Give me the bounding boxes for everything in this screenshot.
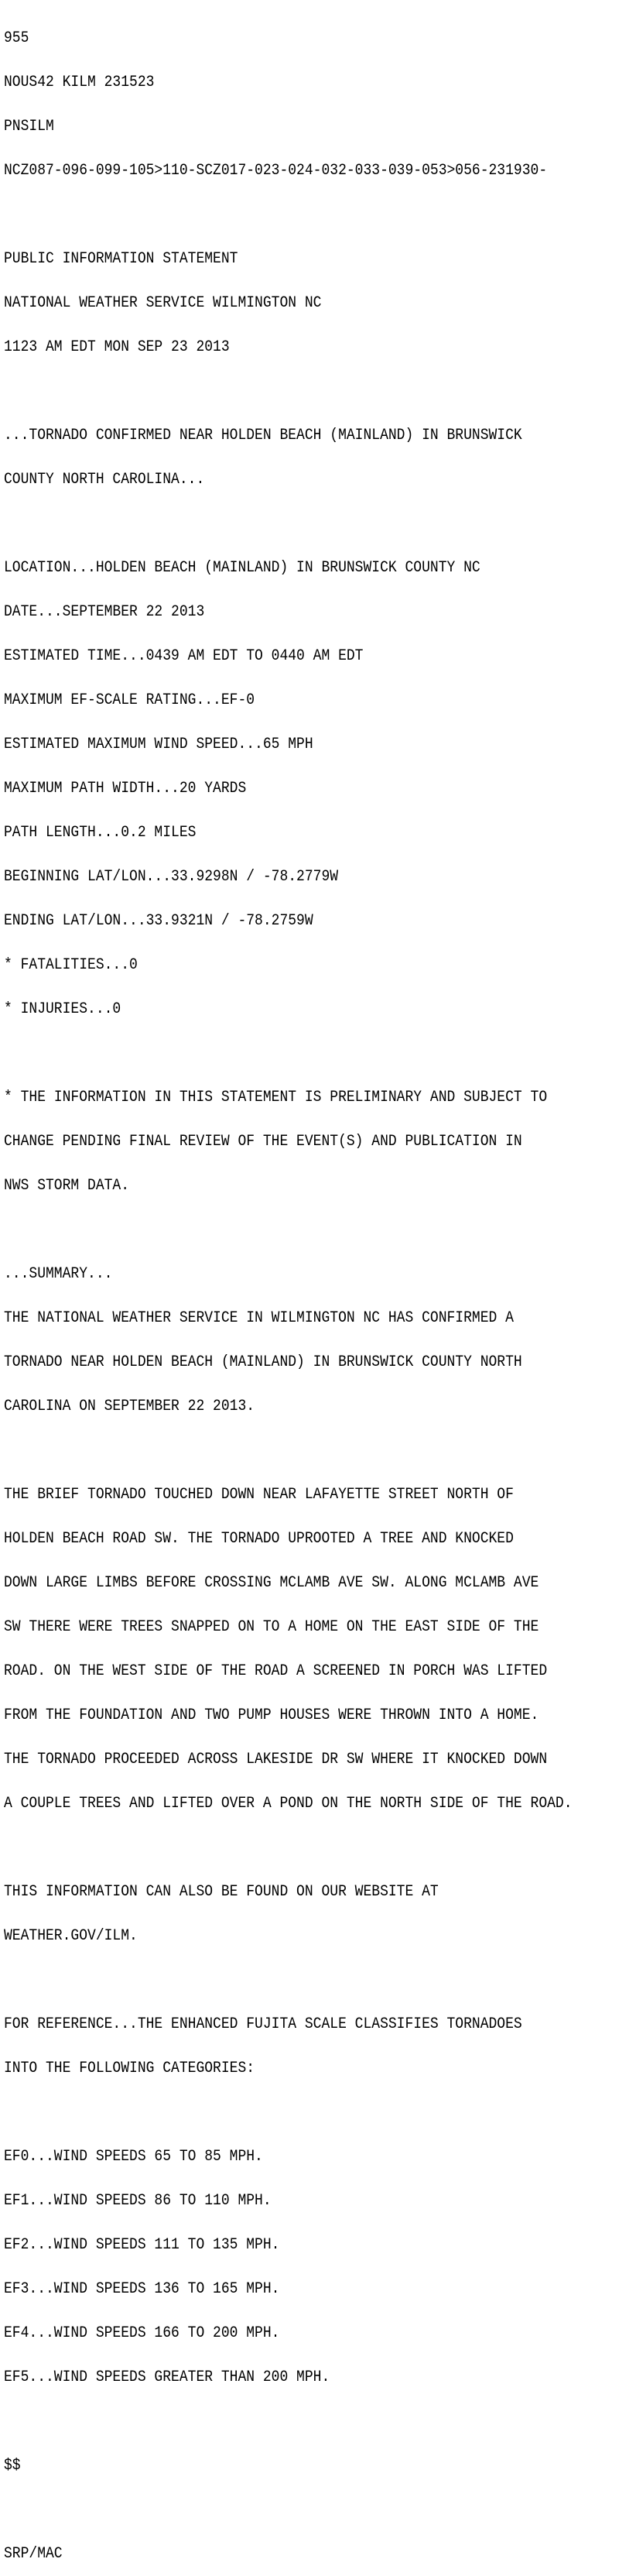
wmo-header: NOUS42 KILM 231523 bbox=[4, 74, 155, 91]
blank-line bbox=[4, 1443, 573, 1458]
ugc-line: NCZ087-096-099-105>110-SCZ017-023-024-032-033-039-053>056-231930- bbox=[4, 162, 548, 180]
product-terminator: $$ bbox=[4, 2457, 21, 2475]
blank-line bbox=[4, 1840, 573, 1855]
summary-heading: ...SUMMARY... bbox=[4, 1265, 113, 1283]
ef-category-ef0: EF0...WIND SPEEDS 65 TO 85 MPH. bbox=[4, 2148, 263, 2166]
max-path-width: MAXIMUM PATH WIDTH...20 YARDS bbox=[4, 780, 247, 797]
ending-latlon: ENDING LAT/LON...33.9321N / -78.2759W bbox=[4, 912, 313, 930]
disclaimer-line: NWS STORM DATA. bbox=[4, 1177, 130, 1195]
ef-category-ef5: EF5...WIND SPEEDS GREATER THAN 200 MPH. bbox=[4, 2368, 330, 2386]
blank-line bbox=[4, 1223, 573, 1237]
website-line: WEATHER.GOV/ILM. bbox=[4, 1927, 138, 1945]
blank-line bbox=[4, 1046, 573, 1061]
summary-intro-line: TORNADO NEAR HOLDEN BEACH (MAINLAND) IN BRUNSWICK COUNTY NORTH bbox=[4, 1353, 522, 1371]
awips-id: PNSILM bbox=[4, 118, 54, 135]
narrative-line: DOWN LARGE LIMBS BEFORE CROSSING MCLAMB AVE SW. ALONG MCLAMB AVE bbox=[4, 1574, 539, 1592]
event-location: LOCATION...HOLDEN BEACH (MAINLAND) IN BRUNSWICK COUNTY NC bbox=[4, 559, 480, 577]
ef-category-ef4: EF4...WIND SPEEDS 166 TO 200 MPH. bbox=[4, 2324, 280, 2342]
blank-line bbox=[4, 1973, 573, 1988]
sequence-number: 955 bbox=[4, 29, 29, 47]
blank-line bbox=[4, 384, 573, 399]
product-name: PUBLIC INFORMATION STATEMENT bbox=[4, 250, 238, 268]
headline-line: ...TORNADO CONFIRMED NEAR HOLDEN BEACH (MAINLAND) IN BRUNSWICK bbox=[4, 427, 522, 444]
beginning-latlon: BEGINNING LAT/LON...33.9298N / -78.2779W bbox=[4, 868, 339, 886]
ef-category-ef3: EF3...WIND SPEEDS 136 TO 165 MPH. bbox=[4, 2280, 280, 2298]
ef-category-ef2: EF2...WIND SPEEDS 111 TO 135 MPH. bbox=[4, 2236, 280, 2254]
max-wind-speed: ESTIMATED MAXIMUM WIND SPEED...65 MPH bbox=[4, 736, 313, 753]
bulletin-text bbox=[4, 2, 573, 2576]
disclaimer-line: * THE INFORMATION IN THIS STATEMENT IS PRELIMINARY AND SUBJECT TO bbox=[4, 1089, 548, 1106]
narrative-line: THE TORNADO PROCEEDED ACROSS LAKESIDE DR SW WHERE IT KNOCKED DOWN bbox=[4, 1751, 548, 1768]
event-time: ESTIMATED TIME...0439 AM EDT TO 0440 AM EDT bbox=[4, 647, 364, 665]
ef-rating: MAXIMUM EF-SCALE RATING...EF-0 bbox=[4, 691, 255, 709]
event-date: DATE...SEPTEMBER 22 2013 bbox=[4, 603, 205, 621]
summary-intro-line: THE NATIONAL WEATHER SERVICE IN WILMINGTON NC HAS CONFIRMED A bbox=[4, 1309, 514, 1327]
issuing-office: NATIONAL WEATHER SERVICE WILMINGTON NC bbox=[4, 294, 322, 312]
ef-scale-intro-line: INTO THE FOLLOWING CATEGORIES: bbox=[4, 2060, 255, 2077]
blank-line bbox=[4, 2105, 573, 2120]
narrative-line: HOLDEN BEACH ROAD SW. THE TORNADO UPROOTED A TREE AND KNOCKED bbox=[4, 1530, 514, 1548]
website-line: THIS INFORMATION CAN ALSO BE FOUND ON OUR WEBSITE AT bbox=[4, 1883, 439, 1901]
blank-line bbox=[4, 2502, 573, 2517]
disclaimer-line: CHANGE PENDING FINAL REVIEW OF THE EVENT(S) AND PUBLICATION IN bbox=[4, 1133, 522, 1151]
forecaster-signature: SRP/MAC bbox=[4, 2545, 63, 2563]
injuries: * INJURIES...0 bbox=[4, 1000, 121, 1018]
blank-line bbox=[4, 516, 573, 531]
narrative-line: FROM THE FOUNDATION AND TWO PUMP HOUSES WERE THROWN INTO A HOME. bbox=[4, 1706, 539, 1724]
issue-time: 1123 AM EDT MON SEP 23 2013 bbox=[4, 338, 230, 356]
narrative-line: A COUPLE TREES AND LIFTED OVER A POND ON THE NORTH SIDE OF THE ROAD. bbox=[4, 1795, 573, 1813]
headline-line: COUNTY NORTH CAROLINA... bbox=[4, 471, 205, 489]
narrative-line: ROAD. ON THE WEST SIDE OF THE ROAD A SCREENED IN PORCH WAS LIFTED bbox=[4, 1662, 548, 1680]
ef-scale-intro-line: FOR REFERENCE...THE ENHANCED FUJITA SCALE CLASSIFIES TORNADOES bbox=[4, 2015, 522, 2033]
summary-intro-line: CAROLINA ON SEPTEMBER 22 2013. bbox=[4, 1398, 255, 1415]
blank-line bbox=[4, 2414, 573, 2429]
fatalities: * FATALITIES...0 bbox=[4, 956, 138, 974]
ef-category-ef1: EF1...WIND SPEEDS 86 TO 110 MPH. bbox=[4, 2192, 272, 2210]
path-length: PATH LENGTH...0.2 MILES bbox=[4, 824, 197, 842]
narrative-line: THE BRIEF TORNADO TOUCHED DOWN NEAR LAFAYETTE STREET NORTH OF bbox=[4, 1486, 514, 1504]
narrative-line: SW THERE WERE TREES SNAPPED ON TO A HOME ON THE EAST SIDE OF THE bbox=[4, 1618, 539, 1636]
blank-line bbox=[4, 208, 573, 222]
